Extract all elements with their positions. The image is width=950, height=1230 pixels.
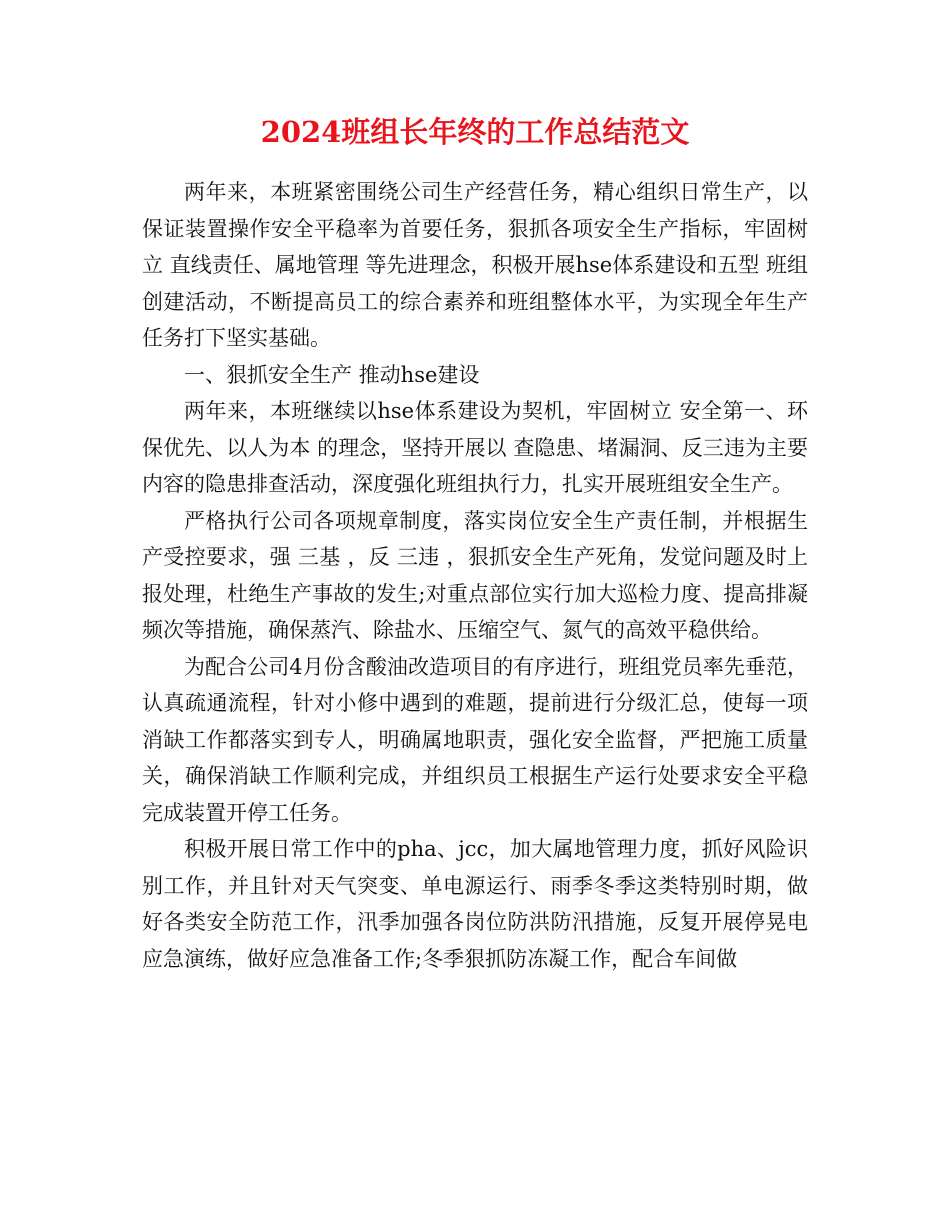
paragraph-regulations: 严格执行公司各项规章制度，落实岗位安全生产责任制，并根据生产受控要求，强 三基 ，反 三违 ，狠抓安全生产死角，发觉问题及时上报处理，杜绝生产事故的发生;对重点部位实行加大巡检力度、提高排凝频次等措施，确保蒸汽、除盐水、压缩空气、氮气的高效平稳供给。 bbox=[142, 508, 808, 642]
document-body bbox=[142, 174, 808, 977]
paragraph-daily-work: 积极开展日常工作中的pha、jcc，加大属地管理力度，抓好风险识别工作，并且针对天气突变、单电源运行、雨季冬季这类特别时期，做好各类安全防范工作，汛季加强各岗位防洪防汛措施，反复开展停晃电应急演练，做好应急准备工作;冬季狠抓防冻凝工作，配合车间做 bbox=[142, 837, 808, 971]
paragraph-renovation: 为配合公司4月份含酸油改造项目的有序进行，班组党员率先垂范，认真疏通流程，针对小修中遇到的难题，提前进行分级汇总，使每一项消缺工作都落实到专人，明确属地职责，强化安全监督，严把施工质量关，确保消缺工作顺利完成，并组织员工根据生产运行处要求安全平稳完成装置开停工任务。 bbox=[142, 654, 808, 825]
paragraph-intro: 两年来，本班紧密围绕公司生产经营任务，精心组织日常生产，以保证装置操作安全平稳率为首要任务，狠抓各项安全生产指标，牢固树立 直线责任、属地管理 等先进理念，积极开展hse体系建设和五型 班组创建活动，不断提高员工的综合素养和班组整体水平，为实现全年生产任务打下坚实基础。 bbox=[142, 180, 808, 350]
section-heading-safety: 一、狠抓安全生产 推动hse建设 bbox=[184, 362, 480, 387]
document-title: 2024班组长年终的工作总结范文 bbox=[260, 115, 690, 149]
paragraph-hse: 两年来，本班继续以hse体系建设为契机，牢固树立 安全第一、环保优先、以人为本 的理念，坚持开展以 查隐患、堵漏洞、反三违为主要内容的隐患排查活动，深度强化班组执行力，扎实开展班组安全生产。 bbox=[142, 399, 808, 496]
